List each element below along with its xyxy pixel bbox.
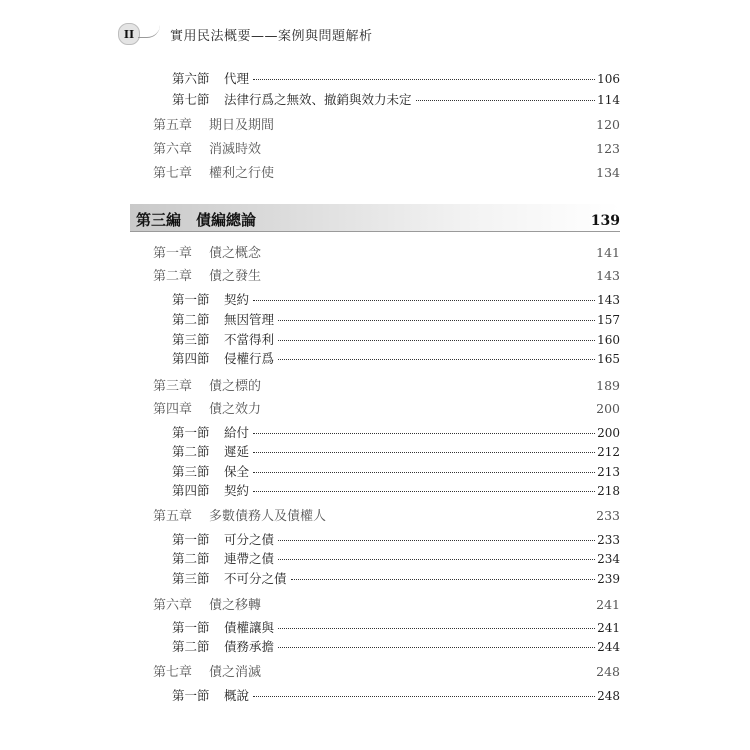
dot-leader: [278, 320, 595, 321]
chapter-title: 債之移轉: [209, 598, 262, 613]
toc-chapter-row[interactable]: [153, 242, 620, 261]
section-title: 給付: [224, 425, 250, 440]
section-page: 157: [597, 313, 620, 327]
section-number: 第一節: [172, 425, 210, 440]
dot-leader: [253, 491, 595, 492]
section-number: 第一節: [172, 532, 210, 547]
section-page: 114: [597, 93, 620, 107]
toc-section-row[interactable]: [172, 290, 620, 308]
book-title: 實用民法概要——案例與問題解析: [170, 28, 373, 44]
section-number: 第三節: [172, 332, 210, 347]
section-page: 213: [597, 465, 620, 479]
section-title: 契約: [224, 483, 250, 498]
chapter-title: 債之標的: [209, 379, 262, 394]
section-number: 第四節: [172, 483, 210, 498]
chapter-page: 143: [596, 268, 620, 283]
section-number: 第三節: [172, 464, 210, 479]
chapter-number: 第二章: [153, 269, 193, 284]
chapter-number: 第七章: [153, 166, 193, 181]
dot-leader: [278, 647, 595, 648]
toc-chapter-row[interactable]: [153, 398, 620, 417]
section-page: 106: [597, 72, 620, 86]
dot-leader: [278, 359, 595, 360]
section-title: 法律行爲之無效、撤銷與效力未定: [224, 92, 412, 107]
toc-section-row[interactable]: [172, 637, 620, 655]
toc-section-row[interactable]: [172, 686, 620, 704]
dot-leader: [253, 696, 595, 697]
toc-chapter-row[interactable]: [153, 114, 620, 133]
toc-section-row[interactable]: [172, 349, 620, 367]
chapter-title: 消滅時效: [209, 142, 262, 157]
toc-section-row[interactable]: [172, 569, 620, 587]
toc-section-row[interactable]: [172, 69, 620, 87]
section-number: 第一節: [172, 292, 210, 307]
chapter-title: 多數債務人及債權人: [209, 509, 327, 524]
section-page: 165: [597, 352, 620, 366]
part-number: 第三編: [136, 211, 182, 229]
section-title: 契約: [224, 292, 250, 307]
toc-chapter-row[interactable]: [153, 505, 620, 524]
section-number: 第七節: [172, 92, 210, 107]
toc-chapter-row[interactable]: [153, 375, 620, 394]
section-title: 概說: [224, 688, 250, 703]
section-number: 第二節: [172, 312, 210, 327]
chapter-number: 第七章: [153, 665, 193, 680]
dot-leader: [278, 540, 595, 541]
section-title: 債務承擔: [224, 639, 275, 654]
dot-leader: [278, 628, 595, 629]
chapter-number: 第四章: [153, 402, 193, 417]
section-title: 連帶之債: [224, 551, 275, 566]
section-page: 241: [597, 621, 620, 635]
chapter-page: 141: [596, 245, 620, 260]
toc-section-row[interactable]: [172, 310, 620, 328]
section-title: 遲延: [224, 444, 250, 459]
part-page: 139: [590, 213, 620, 229]
toc-chapter-row[interactable]: [153, 265, 620, 284]
chapter-number: 第五章: [153, 509, 193, 524]
toc-section-row[interactable]: [172, 618, 620, 636]
dot-leader: [253, 300, 595, 301]
toc-section-row[interactable]: [172, 530, 620, 548]
chapter-page: 189: [596, 378, 620, 393]
chapter-title: 債之效力: [209, 402, 262, 417]
section-page: 248: [597, 689, 620, 703]
toc-chapter-row[interactable]: [153, 138, 620, 157]
dot-leader: [253, 452, 595, 453]
section-page: 212: [597, 445, 620, 459]
chapter-page: 134: [596, 165, 620, 180]
chapter-page: 248: [596, 664, 620, 679]
section-page: 234: [597, 552, 620, 566]
section-number: 第六節: [172, 71, 210, 86]
chapter-page: 123: [596, 141, 620, 156]
chapter-number: 第六章: [153, 598, 193, 613]
toc-section-row[interactable]: [172, 481, 620, 499]
page-number: II: [118, 23, 140, 45]
chapter-title: 期日及期間: [209, 118, 275, 133]
chapter-number: 第六章: [153, 142, 193, 157]
toc-chapter-row[interactable]: [153, 661, 620, 680]
section-title: 不當得利: [224, 332, 275, 347]
section-title: 無因管理: [224, 312, 275, 327]
section-number: 第四節: [172, 351, 210, 366]
toc-section-row[interactable]: [172, 462, 620, 480]
toc-chapter-row[interactable]: [153, 594, 620, 613]
section-page: 218: [597, 484, 620, 498]
chapter-title: 債之發生: [209, 269, 262, 284]
dot-leader: [278, 340, 595, 341]
section-number: 第二節: [172, 444, 210, 459]
toc-section-row[interactable]: [172, 549, 620, 567]
toc-chapter-row[interactable]: [153, 162, 620, 181]
dot-leader: [278, 559, 595, 560]
dot-leader: [253, 472, 595, 473]
chapter-title: 債之消滅: [209, 665, 262, 680]
section-number: 第二節: [172, 639, 210, 654]
toc-part-row[interactable]: [136, 209, 620, 230]
chapter-page: 200: [596, 401, 620, 416]
chapter-page: 241: [596, 597, 620, 612]
toc-section-row[interactable]: [172, 330, 620, 348]
section-number: 第二節: [172, 551, 210, 566]
toc-section-row[interactable]: [172, 442, 620, 460]
chapter-title: 權利之行使: [209, 166, 275, 181]
dot-leader: [253, 79, 595, 80]
section-number: 第一節: [172, 620, 210, 635]
chapter-number: 第五章: [153, 118, 193, 133]
section-number: 第一節: [172, 688, 210, 703]
dot-leader: [291, 579, 596, 580]
section-title: 可分之債: [224, 532, 275, 547]
section-page: 239: [597, 572, 620, 586]
section-title: 代理: [224, 71, 250, 86]
part-title: 債編總論: [196, 211, 257, 229]
toc-section-row[interactable]: [172, 423, 620, 441]
dot-leader: [253, 433, 595, 434]
section-title: 侵權行爲: [224, 351, 275, 366]
toc-section-row[interactable]: [172, 90, 620, 108]
section-page: 143: [597, 293, 620, 307]
chapter-page: 120: [596, 117, 620, 132]
chapter-number: 第一章: [153, 246, 193, 261]
section-title: 債權讓與: [224, 620, 275, 635]
section-page: 244: [597, 640, 620, 654]
dot-leader: [416, 100, 596, 101]
chapter-number: 第三章: [153, 379, 193, 394]
chapter-title: 債之概念: [209, 246, 262, 261]
section-page: 160: [597, 333, 620, 347]
section-page: 233: [597, 533, 620, 547]
section-page: 200: [597, 426, 620, 440]
section-title: 保全: [224, 464, 250, 479]
chapter-page: 233: [596, 508, 620, 523]
section-title: 不可分之債: [224, 571, 287, 586]
section-number: 第三節: [172, 571, 210, 586]
